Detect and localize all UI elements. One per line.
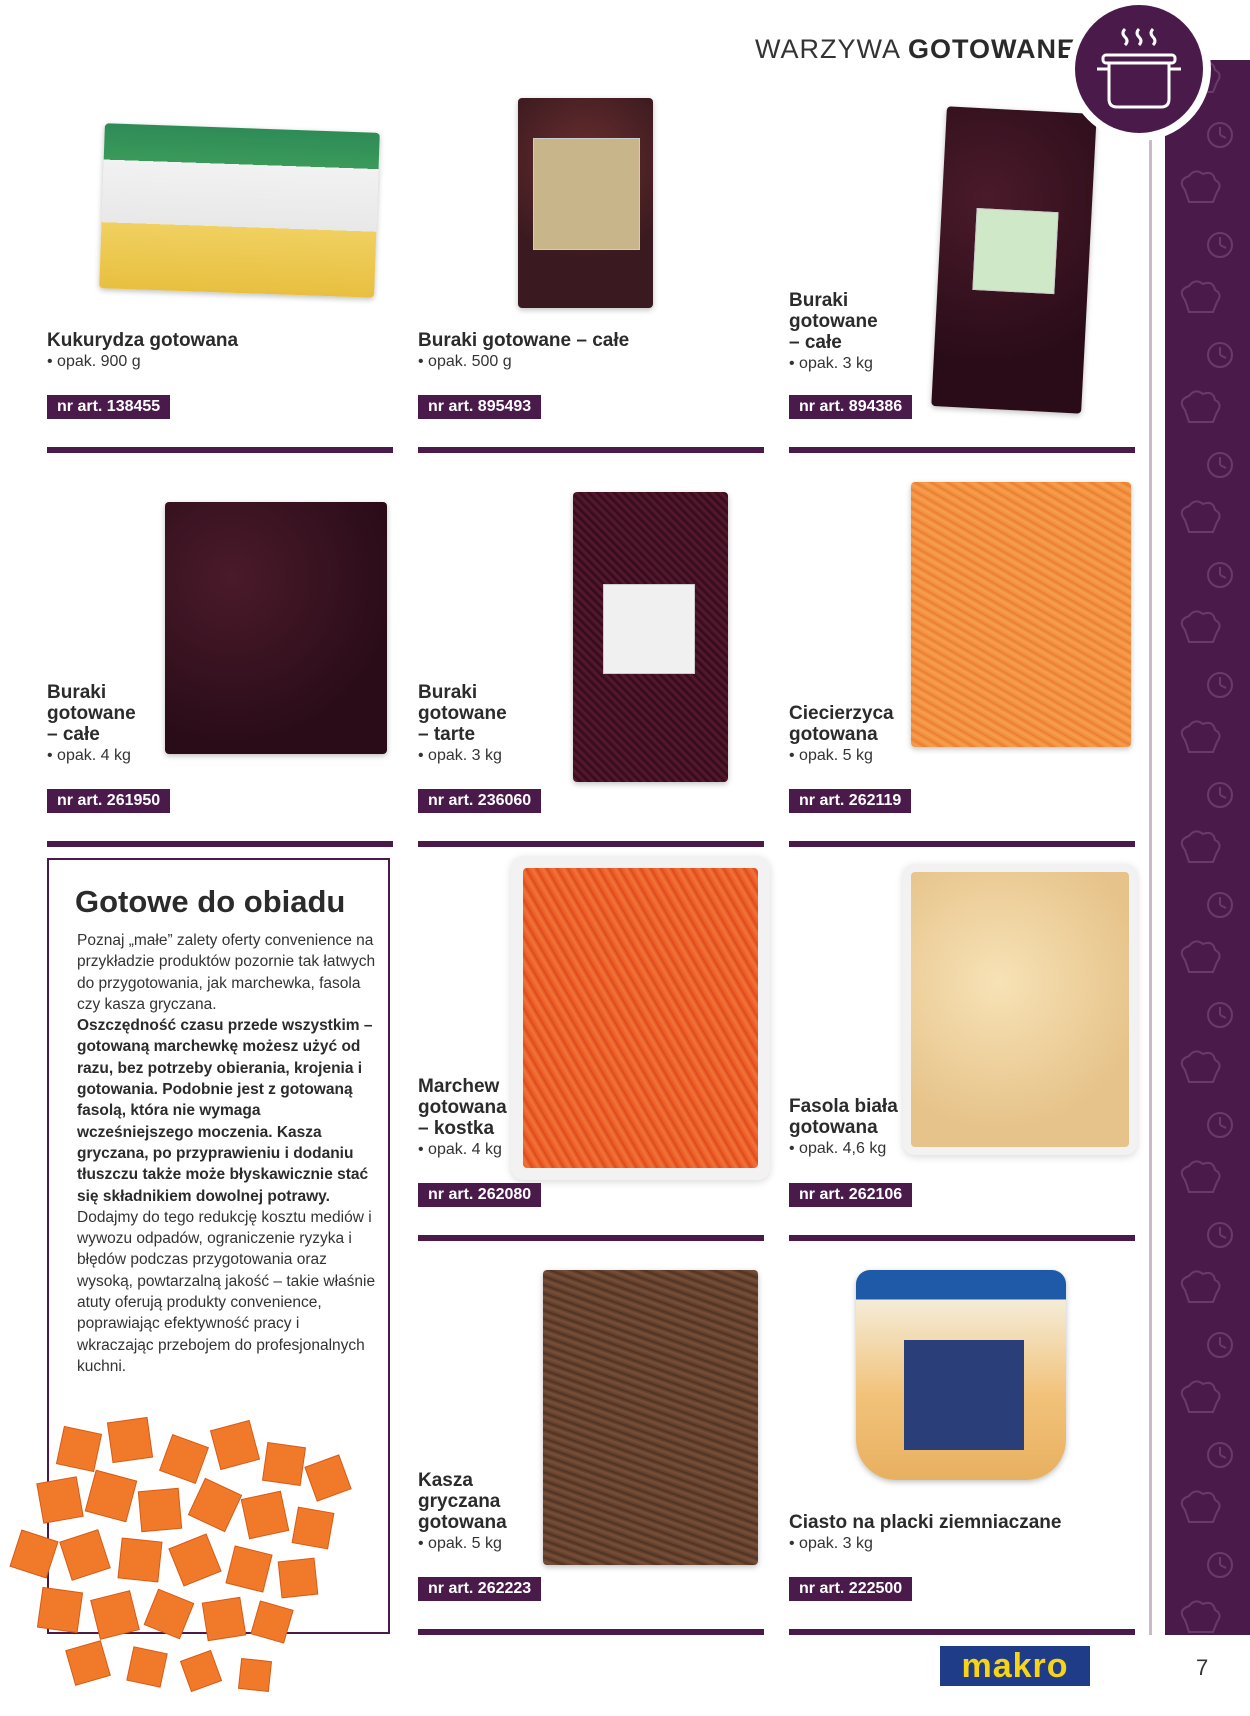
product-text (47, 330, 347, 373)
product-pack: • opak. 4 kg (47, 745, 237, 767)
decorative-side-stripe (1165, 60, 1250, 1635)
product-card[interactable] (418, 490, 764, 850)
product-image (518, 98, 653, 308)
product-pack: • opak. 3 kg (789, 353, 979, 375)
product-pack: • opak. 500 g (418, 351, 718, 373)
product-text (47, 682, 237, 767)
product-card[interactable] (418, 858, 764, 1238)
article-number-badge: nr art. 894386 (789, 395, 912, 419)
product-pack: • opak. 4 kg (418, 1139, 608, 1161)
product-divider (789, 1235, 1135, 1241)
product-pack: • opak. 3 kg (789, 1533, 1089, 1555)
product-text (789, 290, 979, 375)
product-divider (789, 1629, 1135, 1635)
product-card[interactable] (47, 490, 393, 850)
article-number-badge: nr art. 261950 (47, 789, 170, 813)
product-text (418, 1470, 608, 1555)
product-pack: • opak. 900 g (47, 351, 347, 373)
page-number: 7 (1196, 1655, 1209, 1680)
article-number-badge: nr art. 262106 (789, 1183, 912, 1207)
product-pack: • opak. 5 kg (789, 745, 979, 767)
info-title: Gotowe do obiadu (75, 884, 346, 919)
product-text (418, 1076, 608, 1161)
product-image (856, 1270, 1066, 1480)
product-card[interactable] (418, 1250, 764, 1640)
stripe-divider-line (1149, 140, 1152, 1635)
section-title-bold: GOTOWANE (908, 34, 1077, 64)
product-card[interactable] (789, 490, 1135, 850)
product-divider (47, 447, 393, 453)
product-name: Buraki gotowane – tarte (418, 682, 507, 745)
product-text (789, 1096, 979, 1160)
info-body (77, 930, 377, 1377)
cooking-pot-icon (1075, 5, 1203, 133)
product-image (99, 123, 380, 297)
product-name: Ciasto na placki ziemniaczane (789, 1512, 1062, 1533)
product-card[interactable] (47, 100, 393, 460)
product-name: Buraki gotowane – całe (789, 290, 878, 353)
article-number-badge: nr art. 236060 (418, 789, 541, 813)
product-name: Fasola biała gotowana (789, 1096, 898, 1138)
product-pack: • opak. 5 kg (418, 1533, 608, 1555)
product-name: Buraki gotowane – całe (418, 330, 630, 351)
product-text (418, 330, 718, 373)
article-number-badge: nr art. 262080 (418, 1183, 541, 1207)
product-text (789, 1512, 1089, 1555)
product-divider (418, 1629, 764, 1635)
product-name: Kukurydza gotowana (47, 330, 239, 351)
product-card[interactable] (418, 100, 764, 460)
product-divider (418, 841, 764, 847)
product-divider (47, 841, 393, 847)
info-paragraph-bold: Oszczędność czasu przede wszystkim – gotowaną marchewkę możesz użyć od razu, bez potrzeby obierania, krojenia i gotowania. Podobnie jest z gotowaną fasolą, która nie wymaga wcześniejszego moczenia. Kasza gryczana, po przyprawieniu i dodaniu tłuszczu także może błyskawicznie stać się składnikiem dowolnej potrawy. (77, 1017, 373, 1205)
product-divider (418, 1235, 764, 1241)
product-text (789, 703, 979, 767)
product-pack: • opak. 4,6 kg (789, 1138, 979, 1160)
article-number-badge: nr art. 262119 (789, 789, 911, 813)
product-name: Kasza gryczana gotowana (418, 1470, 507, 1533)
makro-logo: makro (940, 1646, 1090, 1686)
product-text (418, 682, 608, 767)
info-paragraph-outro: Dodajmy do tego redukcję kosztu mediów i wywozu odpadów, ograniczenie ryzyka i błędów podczas przygotowania oraz wysoką, powtarzalną jakość – takie właśnie atuty oferują produkty convenience, poprawiając efektywność pracy i wkraczając przebojem do profesjonalnych kuchni. (77, 1208, 376, 1375)
article-number-badge: nr art. 262223 (418, 1577, 541, 1601)
product-card[interactable] (789, 100, 1135, 460)
carrot-cubes-image (0, 1400, 380, 1711)
product-card[interactable] (789, 858, 1135, 1238)
product-name: Buraki gotowane – całe (47, 682, 136, 745)
info-paragraph-intro: Poznaj „małe” zalety oferty convenience na przykładzie produktów pozornie tak łatwych do przygotowania, jak marchewka, fasola czy kasza gryczana. (77, 932, 376, 1013)
article-number-badge: nr art. 222500 (789, 1577, 912, 1601)
article-number-badge: nr art. 895493 (418, 395, 541, 419)
product-divider (789, 841, 1135, 847)
section-title (755, 34, 1076, 65)
product-name: Marchew gotowana – kostka (418, 1076, 507, 1139)
article-number-badge: nr art. 138455 (47, 395, 170, 419)
product-divider (789, 447, 1135, 453)
product-name: Ciecierzyca gotowana (789, 703, 894, 745)
product-pack: • opak. 3 kg (418, 745, 608, 767)
product-card[interactable] (789, 1250, 1135, 1640)
section-title-light: WARZYWA (755, 34, 900, 64)
product-divider (418, 447, 764, 453)
